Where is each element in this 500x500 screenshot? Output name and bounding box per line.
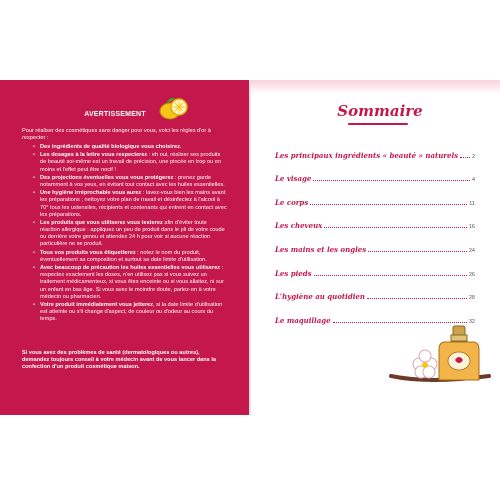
toc-entry-label: Le corps — [275, 197, 309, 207]
warning-rule-text: : notez le nom du produit, éventuellement sa composition et surtout sa date limite d'utilisation. — [40, 249, 207, 263]
toc-entry-page: 4 — [471, 177, 475, 184]
warning-rule-heading: Des ingrédients de qualité biologique vous choisirez. — [40, 144, 182, 150]
toc-entry-page: 32 — [468, 318, 475, 325]
warning-rule — [26, 175, 228, 189]
oil-bottle-icon — [389, 318, 499, 396]
warning-rule-heading: Avec beaucoup de précaution les huiles essentielles vous utiliserez — [40, 265, 221, 272]
warning-rule-text: : lavez-vous bien les mains avant les préparations ; nettoyez votre plan de travail et désinfectez à l'alcool à 70° tous les ustensiles, récipients et contenants qui entrent en contact avec les préparations. — [40, 190, 227, 218]
title-underline — [348, 123, 408, 125]
warning-page — [0, 80, 249, 415]
warning-rule-heading: Une hygiène irréprochable vous aurez — [40, 190, 142, 197]
toc-entry-page: 26 — [468, 271, 475, 278]
warning-intro: Pour réaliser des cosmétiques sans danger pour vous, voici les règles d'or à respecter : — [22, 128, 211, 142]
page-top-band — [251, 80, 500, 94]
toc-entry — [275, 230, 475, 254]
warning-rules — [26, 144, 228, 325]
warning-rule — [26, 302, 228, 323]
warning-rule — [26, 144, 228, 151]
warning-outro: Si vous avez des problèmes de santé (dermatologiques ou autres), demandez toujours conseil à votre médecin avant de vous lancer dans la confection d'un produit cosmétique maison. — [22, 350, 216, 371]
lemon-icon — [157, 92, 191, 126]
warning-rule — [26, 265, 228, 301]
warning-rule-heading: Des projections éventuelles vous vous protégerez — [40, 174, 174, 181]
warning-rule-heading: Votre produit immédiatement vous jetterez — [40, 301, 154, 308]
toc-entry-label: Les cheveux — [275, 221, 323, 231]
toc-entry-page: 28 — [468, 295, 475, 302]
toc-entry-label: Le visage — [275, 174, 312, 184]
toc-entry-label: L'hygiène au quotidien — [275, 292, 365, 302]
flower-icon — [413, 350, 437, 378]
toc-leader-dots — [368, 250, 467, 252]
warning-rule — [26, 220, 228, 249]
warning-rule — [26, 190, 228, 219]
warning-rule — [26, 250, 228, 264]
warning-rule-text: : prenez garde notamment à vos yeux, en évitant tout contact avec les huiles essentielles. — [40, 174, 225, 188]
toc-entry — [275, 207, 475, 231]
warning-title: AVERTISSEMENT — [84, 111, 146, 118]
toc-entry — [275, 278, 475, 302]
toc-entry-label: Le maquillage — [275, 315, 331, 325]
toc-leader-dots — [324, 226, 467, 228]
book-spread — [0, 80, 500, 420]
warning-rule-text: , si la date limite d'utilisation est atteinte ou s'il change d'aspect, de couleur ou d'odeur au cours du temps. — [40, 301, 223, 323]
toc-leader-dots — [314, 274, 467, 276]
toc-leader-dots — [313, 179, 470, 181]
toc-entry-page: 24 — [468, 247, 475, 254]
warning-rule-text: : eh oui, réaliser ses produits de beauté soi-même est un travail de précision, une pincée en trop ou en moins et l'effet peut être nocif ! — [40, 152, 221, 173]
toc-entry-page: 16 — [468, 224, 475, 231]
toc-entry — [275, 183, 475, 207]
warning-rule — [26, 152, 228, 173]
toc-entry-page: 2 — [471, 153, 475, 160]
warning-rule-heading: Les produits que vous utiliserez vous testerez — [40, 219, 163, 226]
toc-leader-dots — [367, 297, 467, 299]
toc-entry-label: Les mains et les ongles — [275, 244, 367, 254]
sommaire-title: Sommaire — [337, 102, 423, 120]
sommaire-page — [251, 80, 500, 415]
warning-rule-heading: Les dosages à la lettre vous respecterez — [40, 152, 148, 159]
warning-rule-heading: Tous vos produits vous étiquetterez — [40, 249, 136, 256]
toc-leader-dots — [310, 203, 467, 205]
toc-entry — [275, 136, 475, 160]
toc-entry-label: Les principaux ingrédients « beauté » naturels — [275, 150, 459, 160]
toc-entry-page: 11 — [469, 200, 475, 207]
table-of-contents — [275, 136, 475, 325]
toc-entry-label: Les pieds — [275, 268, 312, 278]
toc-entry — [275, 254, 475, 278]
toc-entry — [275, 160, 475, 184]
warning-rule-text: afin d'éviter toute réaction allergique : appliquez un peu de produit dans le pli de votre coude ou derrière votre genou et attendez 24 h pour voir si aucune réaction particulière ne se produit. — [40, 219, 225, 248]
warning-rule-text: : respectez exactement les doses, n'en utilisez pas si vous suivez un traitement médicamenteux, si vous êtes enceinte ou si vous allaitez, ni sur un enfant en bas âge. Si vous avez le moindre doute, parlez-en à votre médecin ou pharmacien. — [40, 265, 224, 300]
toc-leader-dots — [460, 156, 470, 158]
